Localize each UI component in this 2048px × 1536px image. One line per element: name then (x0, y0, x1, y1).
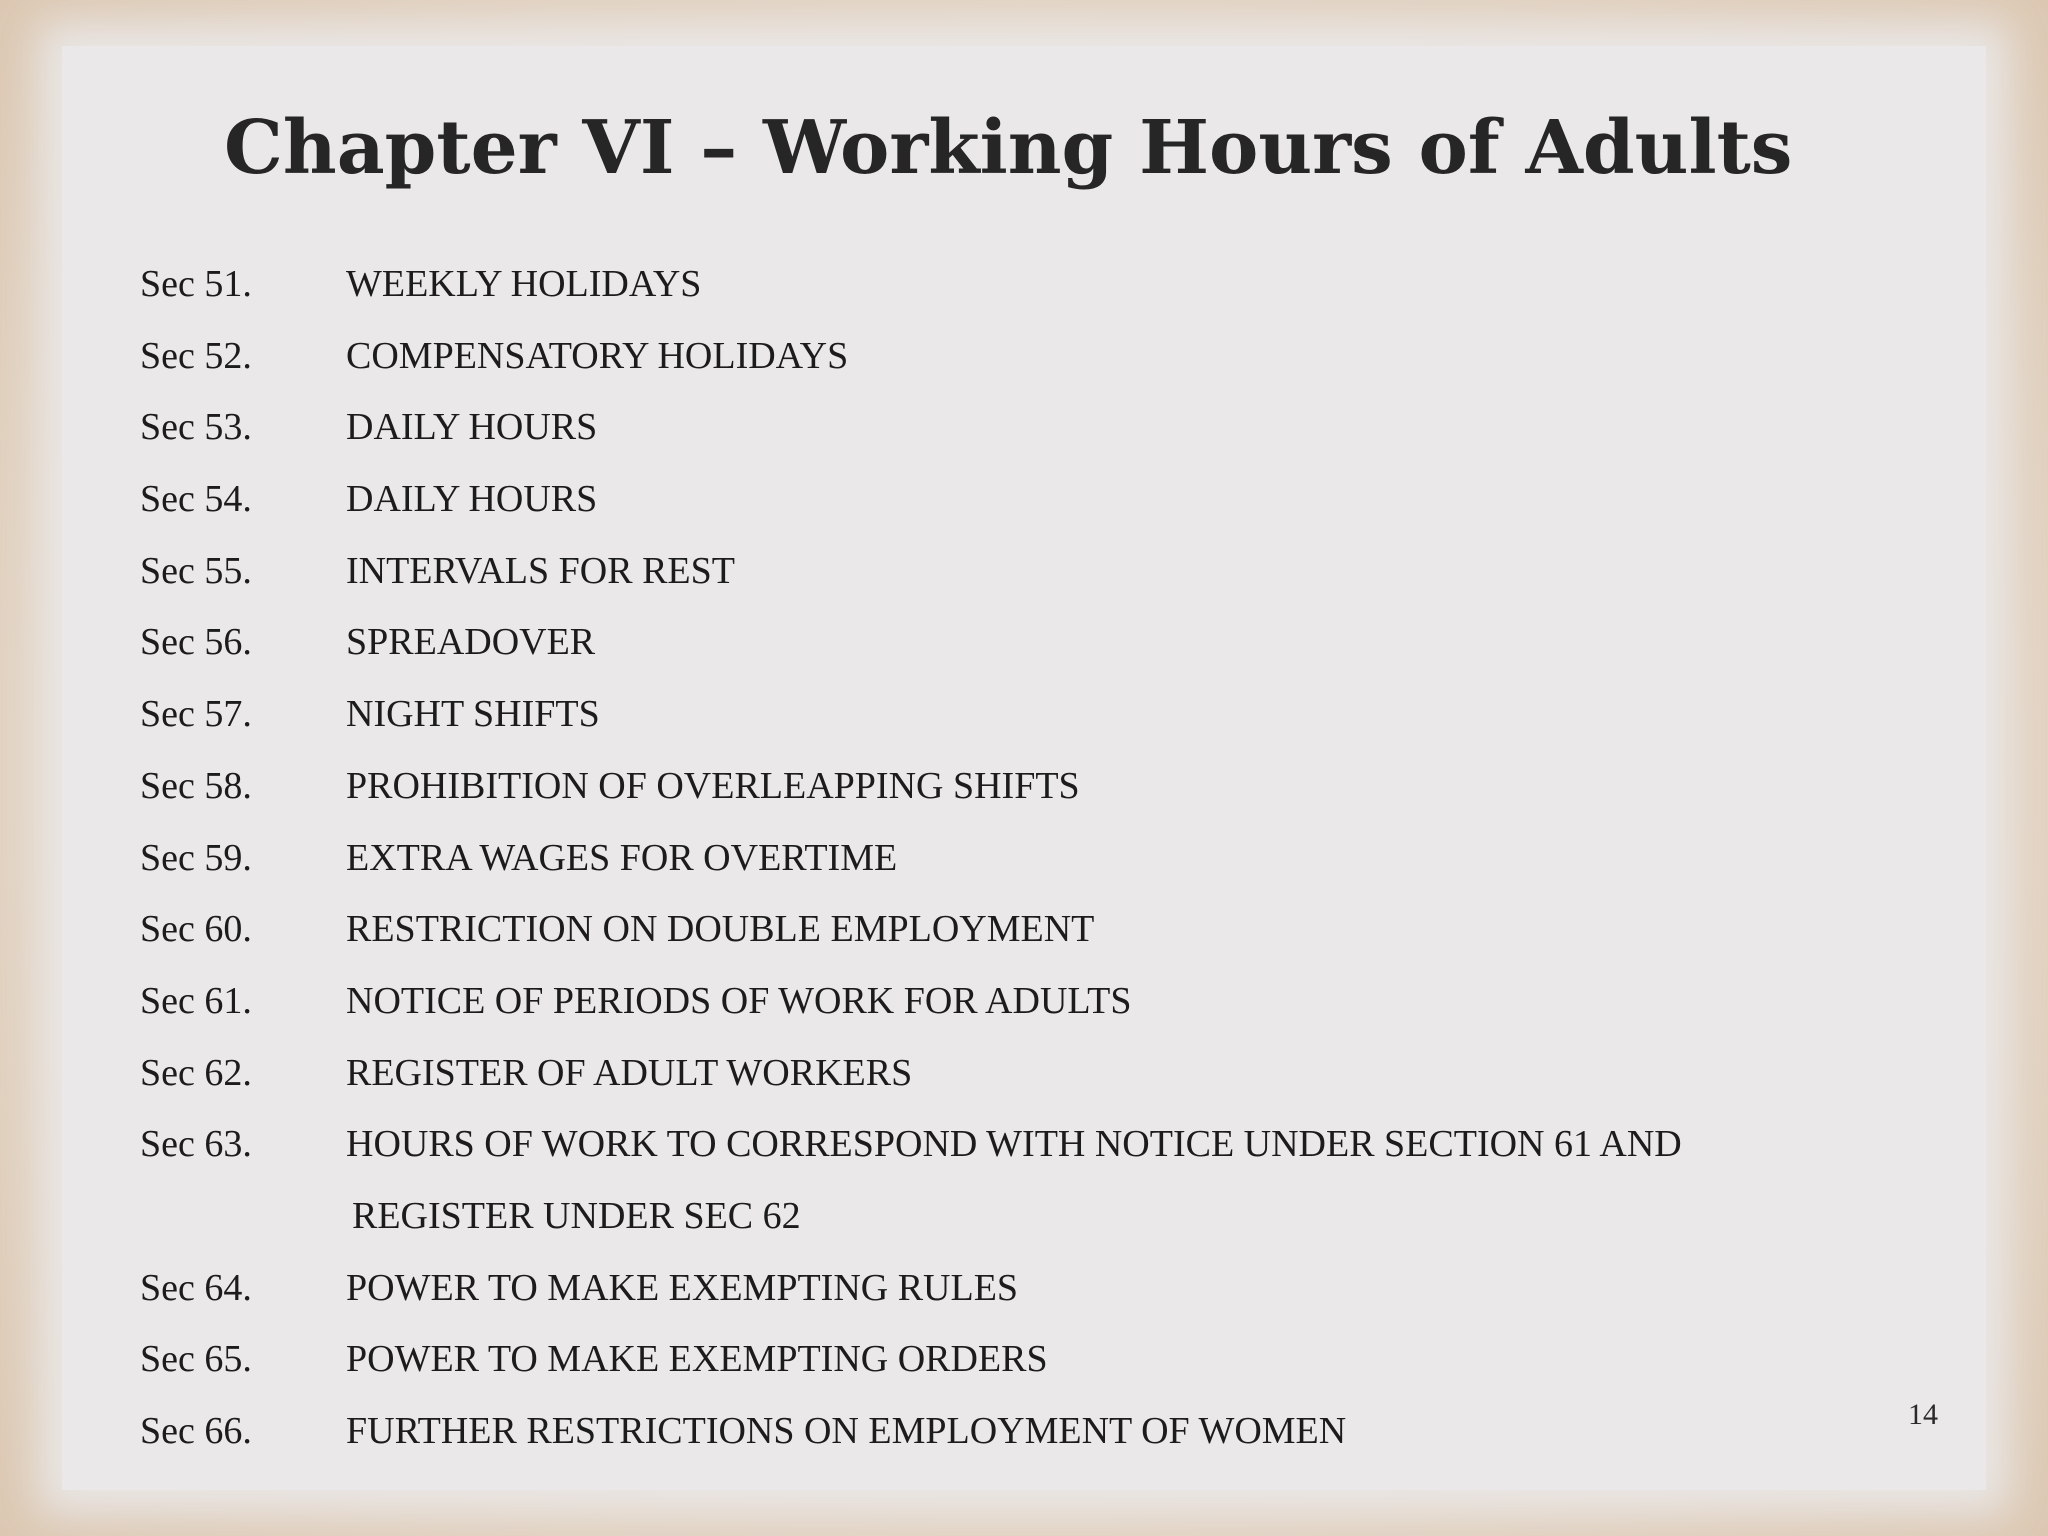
section-number: Sec 53. (140, 406, 252, 449)
section-heading: FURTHER RESTRICTIONS ON EMPLOYMENT OF WOMEN (346, 1410, 1347, 1453)
list-item (140, 751, 1900, 823)
section-heading: SPREADOVER (346, 621, 596, 664)
list-item (140, 823, 1900, 895)
section-number: Sec 57. (140, 693, 252, 736)
slide-title: Chapter VI – Working Hours of Adults (224, 105, 1793, 191)
section-heading-continuation: REGISTER UNDER SEC 62 (352, 1194, 801, 1237)
section-number: Sec 63. (140, 1123, 252, 1166)
section-heading: COMPENSATORY HOLIDAYS (346, 334, 849, 377)
section-heading: REGISTER OF ADULT WORKERS (346, 1051, 913, 1094)
section-heading: POWER TO MAKE EXEMPTING RULES (346, 1266, 1019, 1309)
list-item (140, 1396, 1900, 1468)
section-number: Sec 61. (140, 979, 252, 1022)
section-number: Sec 59. (140, 836, 252, 879)
list-item (140, 464, 1900, 536)
section-number: Sec 60. (140, 908, 252, 951)
page-number: 14 (1908, 1398, 1938, 1431)
section-heading: EXTRA WAGES FOR OVERTIME (346, 836, 898, 879)
section-number: Sec 65. (140, 1338, 252, 1381)
list-item (140, 321, 1900, 393)
section-heading-wrapper (346, 1109, 1906, 1252)
section-list (140, 249, 1900, 1468)
list-item (140, 249, 1900, 321)
section-heading: POWER TO MAKE EXEMPTING ORDERS (346, 1338, 1048, 1381)
list-item (140, 1253, 1900, 1325)
section-heading: DAILY HOURS (346, 478, 598, 521)
section-number: Sec 58. (140, 764, 252, 807)
section-heading: NOTICE OF PERIODS OF WORK FOR ADULTS (346, 979, 1132, 1022)
section-number: Sec 51. (140, 263, 252, 305)
list-item (140, 966, 1900, 1038)
list-item (140, 1038, 1900, 1110)
list-item (140, 1324, 1900, 1396)
section-number: Sec 55. (140, 549, 252, 592)
section-number: Sec 64. (140, 1266, 252, 1309)
list-item (140, 392, 1900, 464)
list-item (140, 536, 1900, 608)
section-heading: INTERVALS FOR REST (346, 549, 735, 592)
section-number: Sec 66. (140, 1410, 252, 1453)
section-heading: RESTRICTION ON DOUBLE EMPLOYMENT (346, 908, 1095, 951)
section-heading: PROHIBITION OF OVERLEAPPING SHIFTS (346, 764, 1080, 807)
section-heading: DAILY HOURS (346, 406, 598, 449)
section-heading: HOURS OF WORK TO CORRESPOND WITH NOTICE UNDER SECTION 61 AND (346, 1123, 1682, 1166)
section-number: Sec 54. (140, 478, 252, 521)
section-number: Sec 56. (140, 621, 252, 664)
section-heading: WEEKLY HOLIDAYS (346, 263, 702, 305)
list-item (140, 679, 1900, 751)
section-number: Sec 62. (140, 1051, 252, 1094)
list-item (140, 1109, 1900, 1252)
section-heading: NIGHT SHIFTS (346, 693, 600, 736)
section-number: Sec 52. (140, 334, 252, 377)
list-item (140, 894, 1900, 966)
list-item (140, 607, 1900, 679)
